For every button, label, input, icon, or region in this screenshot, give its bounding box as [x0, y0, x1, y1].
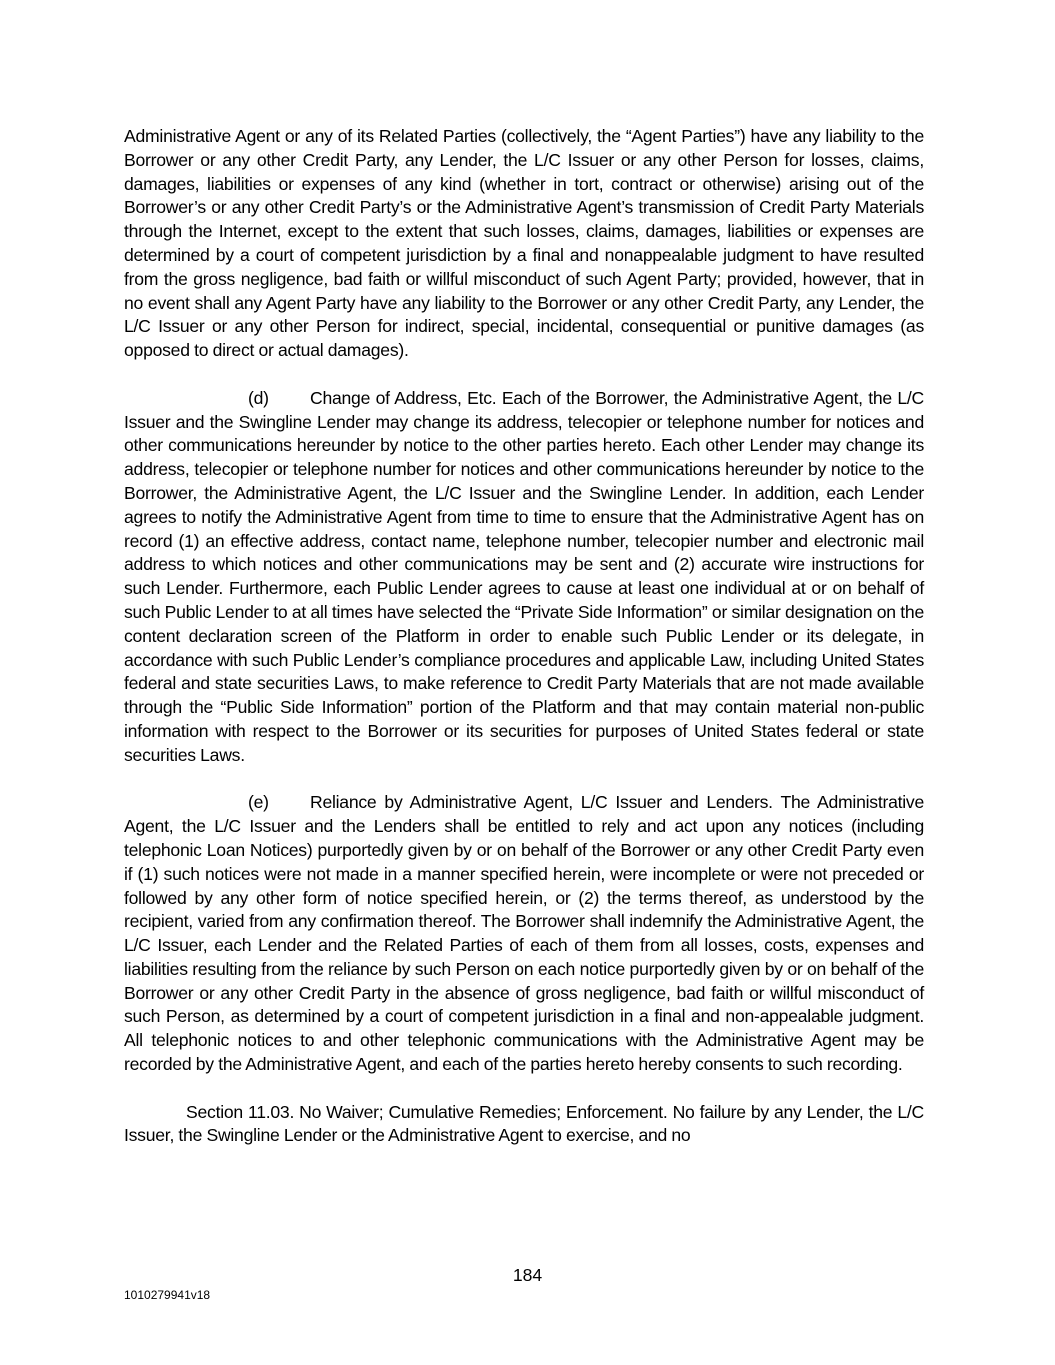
- paragraph-text: Section 11.03. No Waiver; Cumulative Remedies; Enforcement. No failure by any Lender, the L/C Issuer, the Swingline Lender or the Administrative Agent to exercise, and no: [124, 1101, 924, 1146]
- subsection-marker: (d): [248, 387, 269, 408]
- paragraph-reliance-by-agent: [124, 791, 924, 1077]
- subsection-marker: (e): [248, 792, 269, 813]
- paragraph-change-of-address: [124, 387, 924, 768]
- paragraph-text: Administrative Agent or any of its Related Parties (collectively, the “Agent Parties”) have any liability to the Borrower or any other Credit Party, any Lender, the L/C Issuer or any other Person for losses, claims, damages, liabilities or expenses of any kind (whether in tort, contract or otherwise) arising out of the Borrower’s or any other Credit Party’s or the Administrative Agent’s transmission of Credit Party Materials through the Internet, except to the extent that such losses, claims, damages, liabilities or expenses are determined by a court of competent jurisdiction by a final and nonappealable judgment to have resulted from the gross negligence, bad faith or willful misconduct of such Agent Party; provided, however, that in no event shall any Agent Party have any liability to the Borrower or any other Credit Party, any Lender, the L/C Issuer or any other Person for indirect, special, incidental, consequential or punitive damages (as opposed to direct or actual damages).: [124, 126, 924, 361]
- paragraph-section-11-03: [124, 1101, 924, 1149]
- paragraph-text: Change of Address, Etc. Each of the Borrower, the Administrative Agent, the L/C Issuer and the Swingline Lender may change its address, telecopier or telephone number for notices and other communications hereunder by notice to the other parties hereto. Each other Lender may change its address, telecopier or telephone number for notices and other communications hereunder by notice to the Borrower, the Administrative Agent, the L/C Issuer and the Swingline Lender. In addition, each Lender agrees to notify the Administrative Agent from time to time to ensure that the Administrative Agent has on record (1) an effective address, contact name, telephone number, telecopier number and electronic mail address to which notices and other communications may be sent and (2) accurate wire instructions for such Lender. Furthermore, each Public Lender agrees to cause at least one individual at or on behalf of such Public Lender to at all times have selected the “Private Side Information” or similar designation on the content declaration screen of the Platform in order to enable such Public Lender or its delegate, in accordance with such Public Lender’s compliance procedures and applicable Law, including United States federal and state securities Laws, to make reference to Credit Party Materials that are not made available through the “Public Side Information” portion of the Platform and that may contain material non-public information with respect to the Borrower or its securities for purposes of United States federal or state securities Laws.: [124, 387, 924, 765]
- document-body: [124, 125, 924, 1148]
- paragraph-agent-parties-liability: [124, 125, 924, 363]
- paragraph-text: Reliance by Administrative Agent, L/C Issuer and Lenders. The Administrative Agent, the L/C Issuer and the Lenders shall be entitled to rely and act upon any notices (including telephonic Loan Notices) purportedly given by or on behalf of the Borrower or any other Credit Party even if (1) such notices were not made in a manner specified herein, were incomplete or were not preceded or followed by any other form of notice specified herein, or (2) the terms thereof, as understood by the recipient, varied from any confirmation thereof. The Borrower shall indemnify the Administrative Agent, the L/C Issuer, each Lender and the Related Parties of each of them from all losses, costs, expenses and liabilities resulting from the reliance by such Person on each notice purportedly given by or on behalf of the Borrower or any other Credit Party in the absence of gross negligence, bad faith or willful misconduct of such Person, as determined by a court of competent jurisdiction in a final and non-appealable judgment. All telephonic notices to and other telephonic communications with the Administrative Agent may be recorded by the Administrative Agent, and each of the parties hereto hereby consents to such recording.: [124, 792, 924, 1075]
- document-id: 1010279941v18: [124, 1288, 211, 1302]
- page-number: 184: [512, 1265, 543, 1285]
